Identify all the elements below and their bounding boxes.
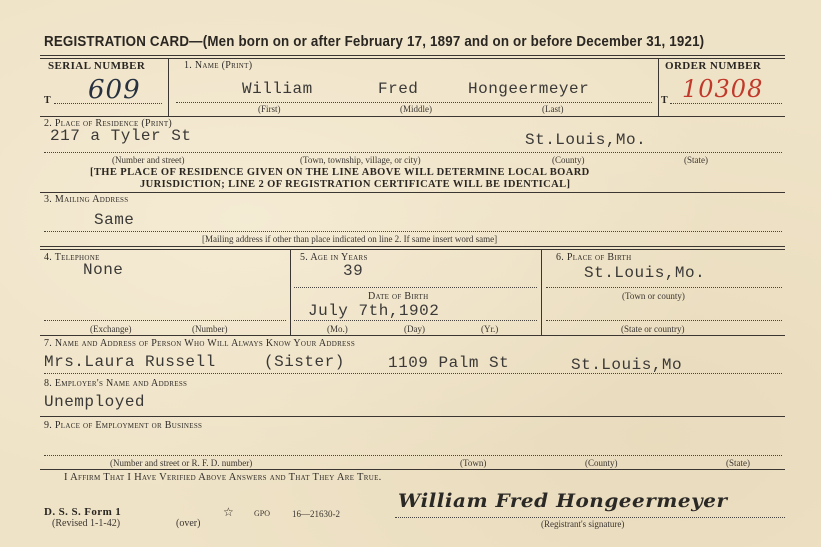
dob-month-label: (Mo.) <box>327 324 348 334</box>
employment-street-label: (Number and street or R. F. D. number) <box>110 458 253 468</box>
mailing-note: [Mailing address if other than place indicated on line 2. If same insert word same] <box>202 234 498 244</box>
form-number: D. S. S. Form 1 <box>44 506 122 518</box>
affirmation-text: I Affirm That I Have Verified Above Answers and That They Are True. <box>64 472 382 483</box>
order-number-label: ORDER NUMBER <box>665 60 762 72</box>
residence-street-label: (Number and street) <box>112 155 185 165</box>
mailing-value: Same <box>94 211 135 229</box>
divider-serial <box>168 58 169 116</box>
residence-state-label: (State) <box>684 155 708 165</box>
birthplace-town-label: (Town or county) <box>622 291 685 301</box>
serial-number-label: SERIAL NUMBER <box>48 60 146 72</box>
age-label: 5. Age in Years <box>300 252 368 263</box>
form-revised: (Revised 1-1-42) <box>52 518 121 529</box>
dob-year-label: (Yr.) <box>481 324 499 334</box>
serial-line <box>54 103 162 104</box>
residence-notice-line2: JURISDICTION; LINE 2 OF REGISTRATION CERTIFICATE WILL BE IDENTICAL] <box>140 179 571 190</box>
name-line <box>176 102 652 103</box>
row1-bottom-rule <box>40 116 785 117</box>
employment-county-label: (County) <box>585 458 618 468</box>
contact-relation: (Sister) <box>264 353 345 371</box>
divider-telephone <box>290 249 291 335</box>
birthplace-state-label: (State or country) <box>621 324 685 334</box>
telephone-value: None <box>83 261 124 279</box>
signature-line <box>395 517 785 518</box>
birthplace-label: 6. Place of Birth <box>556 252 632 263</box>
dob-day-label: (Day) <box>404 324 425 334</box>
telephone-label: 4. Telephone <box>44 252 100 263</box>
name-first: William <box>242 80 313 98</box>
divider-birthplace <box>541 249 542 335</box>
birthplace-value: St.Louis,Mo. <box>584 264 706 282</box>
dob-line <box>294 320 537 321</box>
employment-town-label: (Town) <box>460 458 487 468</box>
mailing-label: 3. Mailing Address <box>44 194 129 205</box>
over-label: (over) <box>176 518 201 529</box>
employment-place-label: 9. Place of Employment or Business <box>44 420 203 431</box>
row3-bottom-rule-2 <box>40 249 785 250</box>
top-rule <box>40 55 785 56</box>
row4-bottom-rule <box>40 335 785 336</box>
order-t-label: T <box>661 95 669 106</box>
residence-street: 217 a Tyler St <box>50 127 192 145</box>
telephone-number-label: (Number) <box>192 324 228 334</box>
employment-state-label: (State) <box>726 458 750 468</box>
row8-bottom-rule <box>40 416 785 417</box>
residence-line <box>44 152 782 153</box>
age-line <box>294 287 537 288</box>
name-first-label: (First) <box>258 104 281 114</box>
name-middle-label: (Middle) <box>400 104 432 114</box>
row9-bottom-rule <box>40 469 785 470</box>
employer-value: Unemployed <box>44 393 146 411</box>
residence-city: St.Louis,Mo. <box>525 131 647 149</box>
residence-county-label: (County) <box>552 155 585 165</box>
signature-label: (Registrant's signature) <box>541 519 625 529</box>
divider-order <box>658 58 659 116</box>
telephone-exchange-label: (Exchange) <box>90 324 132 334</box>
birthplace-line <box>546 287 782 288</box>
top-rule-2 <box>40 58 785 59</box>
contact-address: 1109 Palm St <box>388 354 510 372</box>
row3-bottom-rule <box>40 246 785 247</box>
dob-label: Date of Birth <box>368 291 429 302</box>
employer-label: 8. Employer's Name and Address <box>44 378 188 389</box>
name-last: Hongeermeyer <box>468 80 590 98</box>
gpo-label: GPO <box>254 509 271 518</box>
star-icon: ☆ <box>223 505 234 519</box>
residence-label: 2. Place of Residence (Print) <box>44 118 173 129</box>
residence-notice-line1: [THE PLACE OF RESIDENCE GIVEN ON THE LINE ABOVE WILL DETERMINE LOCAL BOARD <box>90 167 590 178</box>
birthplace-line-2 <box>546 320 782 321</box>
serial-t-label: T <box>44 95 52 106</box>
serial-number-value: 609 <box>88 75 141 105</box>
row2-bottom-rule <box>40 192 785 193</box>
order-number-value: 10308 <box>682 75 764 103</box>
residence-town-label: (Town, township, village, or city) <box>300 155 421 165</box>
contact-line <box>44 373 782 374</box>
age-value: 39 <box>343 262 364 280</box>
contact-label: 7. Name and Address of Person Who Will Always Know Your Address <box>44 338 356 349</box>
dob-value: July 7th,1902 <box>308 302 440 320</box>
contact-name: Mrs.Laura Russell <box>44 353 216 371</box>
name-label: 1. Name (Print) <box>184 60 253 71</box>
registrant-signature: William Fred Hongeermeyer <box>398 490 728 512</box>
employment-place-line <box>44 455 782 456</box>
contact-city: St.Louis,Mo <box>571 356 683 374</box>
card-title: REGISTRATION CARD—(Men born on or after February 17, 1897 and on or before December 31, 1921) <box>44 34 705 50</box>
telephone-line <box>44 320 286 321</box>
name-last-label: (Last) <box>542 104 564 114</box>
order-line <box>670 103 782 104</box>
gpo-number: 16—21630-2 <box>292 509 340 519</box>
name-middle: Fred <box>378 80 419 98</box>
mailing-line <box>44 231 782 232</box>
